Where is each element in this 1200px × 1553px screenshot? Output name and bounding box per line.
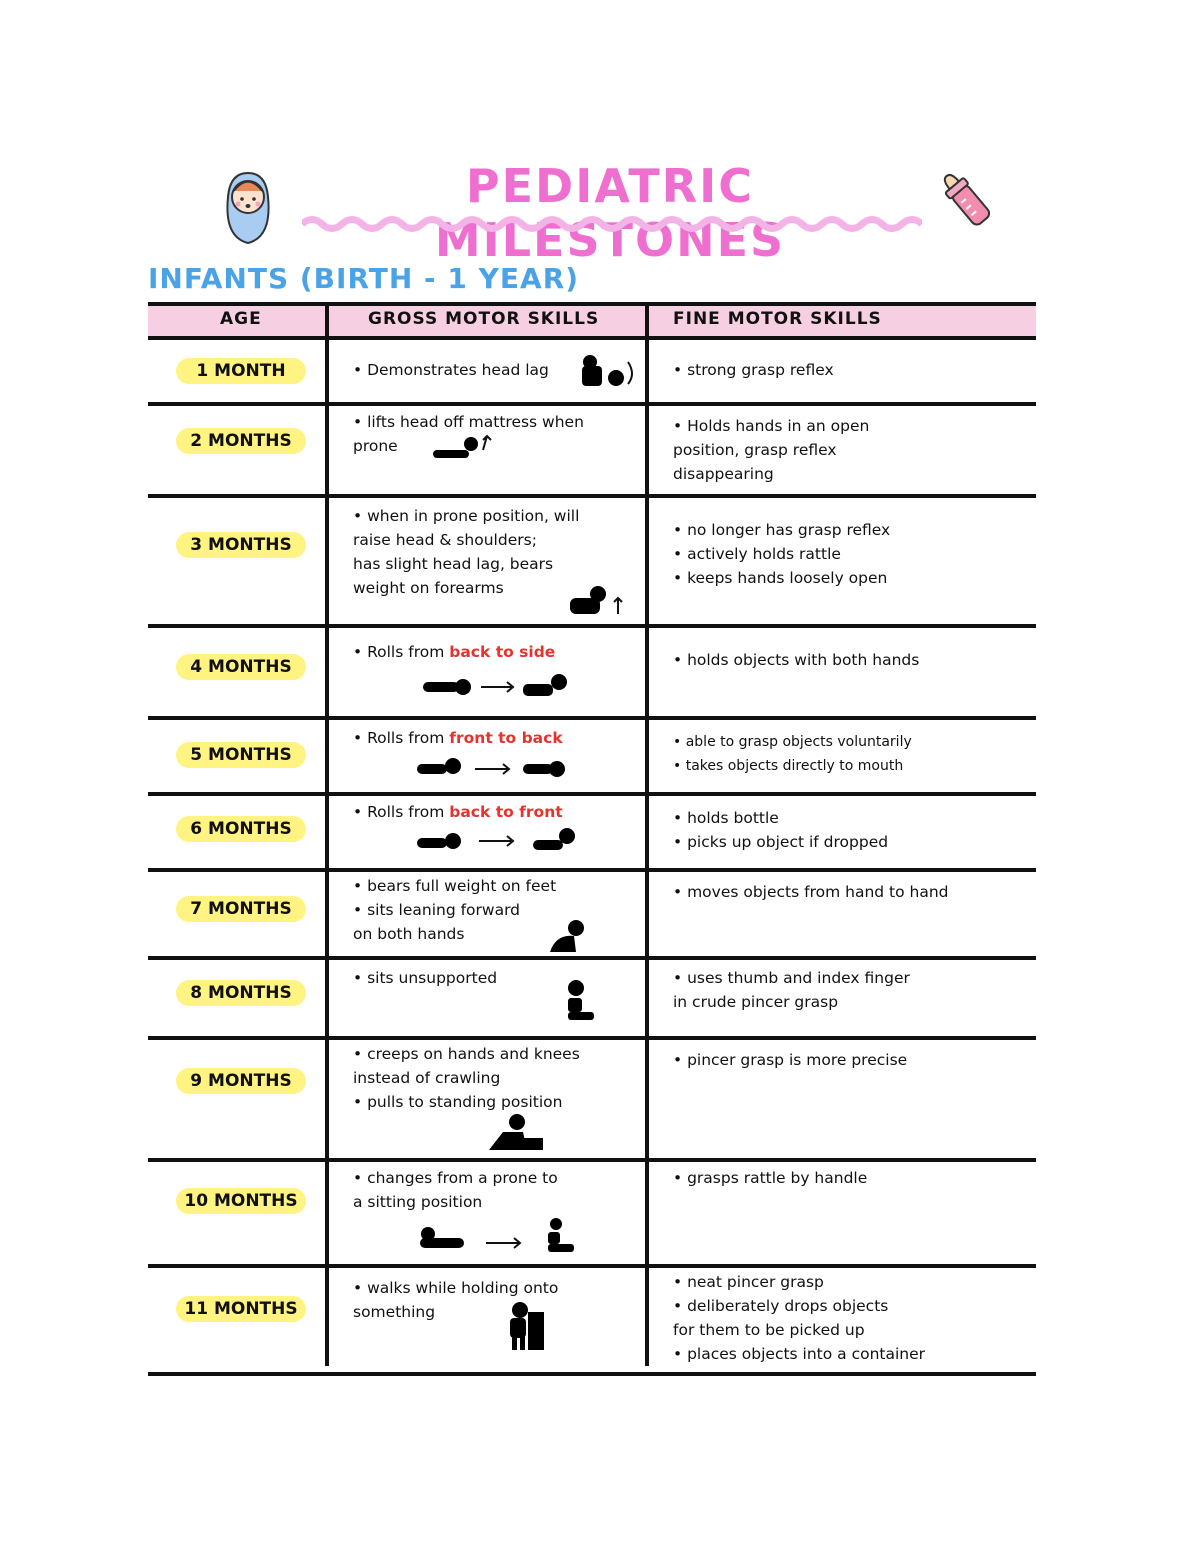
baby-prone-lift-icon (433, 432, 493, 462)
fine-motor-text: • grasps rattle by handle (673, 1169, 868, 1187)
age-label: 1 MONTH (176, 358, 306, 384)
age-label: 2 MONTHS (176, 428, 306, 454)
baby-roll-back-to-side-icon (423, 672, 573, 702)
fine-motor-text: • Holds hands in an open position, grasp reflex disappearing (673, 417, 870, 483)
age-label: 3 MONTHS (176, 532, 306, 558)
gross-motor-text: • when in prone position, will raise head & shoulders; has slight head lag, bears weight on forearms (353, 507, 580, 597)
baby-prone-to-sitting-icon (416, 1218, 586, 1258)
section-heading: INFANTS (BIRTH - 1 YEAR) (148, 262, 580, 295)
milestones-table (148, 302, 1036, 1376)
table-row (148, 872, 1036, 960)
page-title: PEDIATRIC MILESTONES (434, 159, 786, 267)
fine-motor-text: • holds objects with both hands (673, 651, 920, 669)
baby-bottle-icon (932, 167, 1002, 237)
fine-motor-text: • no longer has grasp reflex • actively holds rattle • keeps hands loosely open (673, 521, 891, 587)
fine-motor-text: • able to grasp objects voluntarily • takes objects directly to mouth (673, 734, 912, 774)
gross-motor-emphasis: front to back (449, 729, 563, 747)
baby-cruising-icon (506, 1302, 550, 1352)
baby-forearms-icon (568, 584, 628, 618)
fine-motor-text: • neat pincer grasp • deliberately drops objects for them to be picked up • places objects into a container (673, 1273, 926, 1363)
baby-pull-to-stand-icon (483, 1114, 547, 1154)
gross-motor-text (353, 726, 643, 750)
baby-roll-front-to-back-icon (413, 754, 573, 782)
age-label: 8 MONTHS (176, 980, 306, 1006)
gross-motor-prefix: • Rolls from (353, 729, 450, 747)
table-row (148, 406, 1036, 498)
wavy-underline (302, 213, 922, 235)
title-banner (210, 155, 1010, 267)
table-row (148, 340, 1036, 406)
age-label: 10 MONTHS (176, 1188, 306, 1214)
gross-motor-prefix: • Rolls from (353, 803, 450, 821)
gross-motor-text: • sits unsupported (353, 969, 498, 987)
baby-head-lag-icon (578, 354, 638, 390)
age-label: 11 MONTHS (176, 1296, 306, 1322)
baby-sitting-forward-icon (546, 920, 590, 954)
age-label: 7 MONTHS (176, 896, 306, 922)
age-label: 9 MONTHS (176, 1068, 306, 1094)
column-divider (325, 302, 329, 1366)
header-fine-motor: FINE MOTOR SKILLS (673, 309, 882, 329)
fine-motor-text: • uses thumb and index finger in crude pincer grasp (673, 969, 910, 1011)
baby-sitting-icon (562, 980, 596, 1026)
age-label: 4 MONTHS (176, 654, 306, 680)
header-gross-motor: GROSS MOTOR SKILLS (368, 309, 600, 329)
gross-motor-text: • Demonstrates head lag (353, 361, 549, 379)
age-label: 6 MONTHS (176, 816, 306, 842)
gross-motor-text: • lifts head off mattress when prone (353, 413, 584, 455)
gross-motor-text: • bears full weight on feet • sits leaning forward on both hands (353, 877, 557, 943)
gross-motor-text (353, 640, 643, 664)
gross-motor-prefix: • Rolls from (353, 643, 450, 661)
table-header (148, 302, 1036, 340)
gross-motor-text (353, 800, 643, 824)
table-row (148, 628, 1036, 720)
swaddled-baby-icon (218, 167, 278, 247)
column-divider (645, 302, 649, 1366)
table-row (148, 1162, 1036, 1268)
table-row (148, 498, 1036, 628)
gross-motor-text: • walks while holding onto something (353, 1279, 559, 1321)
table-row (148, 1040, 1036, 1162)
table-row (148, 960, 1036, 1040)
fine-motor-text: • holds bottle • picks up object if dropped (673, 809, 889, 851)
fine-motor-text: • moves objects from hand to hand (673, 883, 949, 901)
gross-motor-emphasis: back to side (449, 643, 556, 661)
baby-roll-back-to-front-icon (413, 826, 583, 856)
header-age: AGE (220, 309, 262, 329)
age-label: 5 MONTHS (176, 742, 306, 768)
fine-motor-text: • strong grasp reflex (673, 361, 834, 379)
table-row (148, 796, 1036, 872)
table-row (148, 1268, 1036, 1376)
fine-motor-text: • pincer grasp is more precise (673, 1051, 908, 1069)
gross-motor-text: • creeps on hands and knees instead of crawling • pulls to standing position (353, 1045, 580, 1111)
gross-motor-emphasis: back to front (449, 803, 563, 821)
gross-motor-text: • changes from a prone to a sitting position (353, 1169, 558, 1211)
table-row (148, 720, 1036, 796)
